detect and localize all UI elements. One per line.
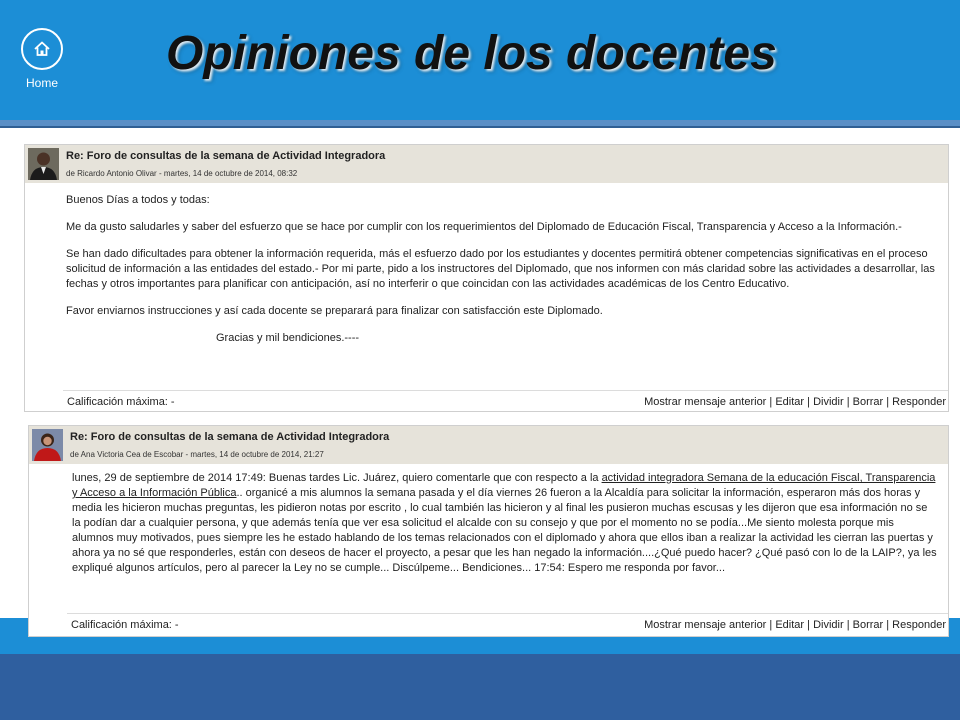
delete-link[interactable]: Borrar: [852, 396, 884, 408]
post-paragraph: Buenos Días a todos y todas:: [66, 194, 210, 206]
post-text: lunes, 29 de septiembre de 2014 17:49: Buenas tardes Lic. Juárez, quiero comentarle que con respecto a la: [72, 472, 602, 484]
post-header: [29, 426, 948, 464]
rating-label: Calificación máxima: -: [71, 619, 179, 631]
edit-link[interactable]: Editar: [775, 396, 805, 408]
reply-link[interactable]: Responder: [892, 396, 946, 408]
show-parent-link[interactable]: Mostrar mensaje anterior: [644, 619, 767, 631]
post-meta: de Ricardo Antonio Olivar - martes, 14 de octubre de 2014, 08:32: [66, 169, 298, 178]
page-title: Opiniones de los docentes: [166, 27, 777, 80]
post-closing: Gracias y mil bendiciones.----: [216, 332, 360, 344]
post-paragraph: Favor enviarnos instrucciones y así cada docente se preparará para finalizar con satisfacción este Diplomado.: [66, 305, 603, 317]
home-icon: [21, 28, 63, 70]
post-subject: Re: Foro de consultas de la semana de Actividad Integradora: [66, 150, 386, 162]
post-paragraph: [72, 471, 938, 576]
reply-link[interactable]: Responder: [892, 619, 946, 631]
home-button[interactable]: [18, 28, 66, 90]
footer-band-dark: [0, 654, 960, 720]
post-paragraph: Me da gusto saludarles y saber del esfuerzo que se hace por cumplir con los requerimientos del Diplomado de Educación Fiscal, Transparencia y Acceso a la Información.-: [66, 221, 902, 233]
post-footer: [67, 613, 948, 634]
post-subject: Re: Foro de consultas de la semana de Actividad Integradora: [70, 431, 390, 443]
show-parent-link[interactable]: Mostrar mensaje anterior: [644, 396, 767, 408]
post-commands: Mostrar mensaje anterior | Editar | Dividir | Borrar | Responder: [644, 619, 946, 631]
delete-link[interactable]: Borrar: [852, 619, 884, 631]
activity-link[interactable]: actividad integradora Semana de la educación Fiscal, Transparencia y Acceso a la Información Pública: [72, 472, 936, 499]
post-header: [25, 145, 948, 183]
post-footer: [63, 390, 948, 411]
rating-label: Calificación máxima: -: [67, 396, 175, 408]
forum-post: [28, 425, 949, 637]
forum-post: [24, 144, 949, 412]
post-commands: Mostrar mensaje anterior | Editar | Dividir | Borrar | Responder: [644, 396, 946, 408]
post-body: [72, 471, 938, 576]
post-meta: de Ana Victoria Cea de Escobar - martes, 14 de octubre de 2014, 21:27: [70, 450, 324, 459]
home-label: Home: [25, 76, 58, 90]
post-body: [66, 193, 940, 346]
split-link[interactable]: Dividir: [813, 619, 844, 631]
header-divider-dark: [0, 126, 960, 128]
post-paragraph: Se han dado dificultades para obtener la información requerida, más el esfuerzo dado por los estudiantes y docentes permitirá obtener competencias significativas en el proceso solicitud de información a las entidades del estado.- Por mi parte, pido a los instructores del Diplomado, que nos informen con más claridad sobre las actividades a desarrollar, las fechas y otros importantes para planificar con anticipación, así no interferir o que coincidan con las actividades académicas de los Centro Educativo.: [66, 248, 935, 290]
avatar: [28, 148, 59, 180]
split-link[interactable]: Dividir: [813, 396, 844, 408]
avatar: [32, 429, 63, 461]
post-text: .. organicé a mis alumnos la semana pasada y el día viernes 26 fueron a la Alcaldía para solicitar la información, esperaron más dos horas y media les hicieron muchas preguntas, les pidieron notas por escrito , lo cual también las hicieron y al final les pusieron muchas escusas y les dijeron que esa información no se la podían dar a cualquier persona, y que además tenía que ver esa solicitud el alcalde con su consejo y que por el momento no se podía...Me siento molesta porque mis alumnos muy motivados, pues siempre les he estado hablando de los temas relacionados con el diplomado y ahora que ellos iban a realizar la actividad les cierran las puertas y ahora ya no sé que responderles, están con deseos de hacer el proyecto, a pesar que les han negado la información....¿Qué puedo hacer? ¿Qué pasó con lo de la LAIP?, ya les expliqué algunos artículos, pero al parecer la Ley no se cumple... Discúlpeme... Bendiciones... 17:54: Espero me responda por favor...: [72, 487, 937, 574]
edit-link[interactable]: Editar: [775, 619, 805, 631]
